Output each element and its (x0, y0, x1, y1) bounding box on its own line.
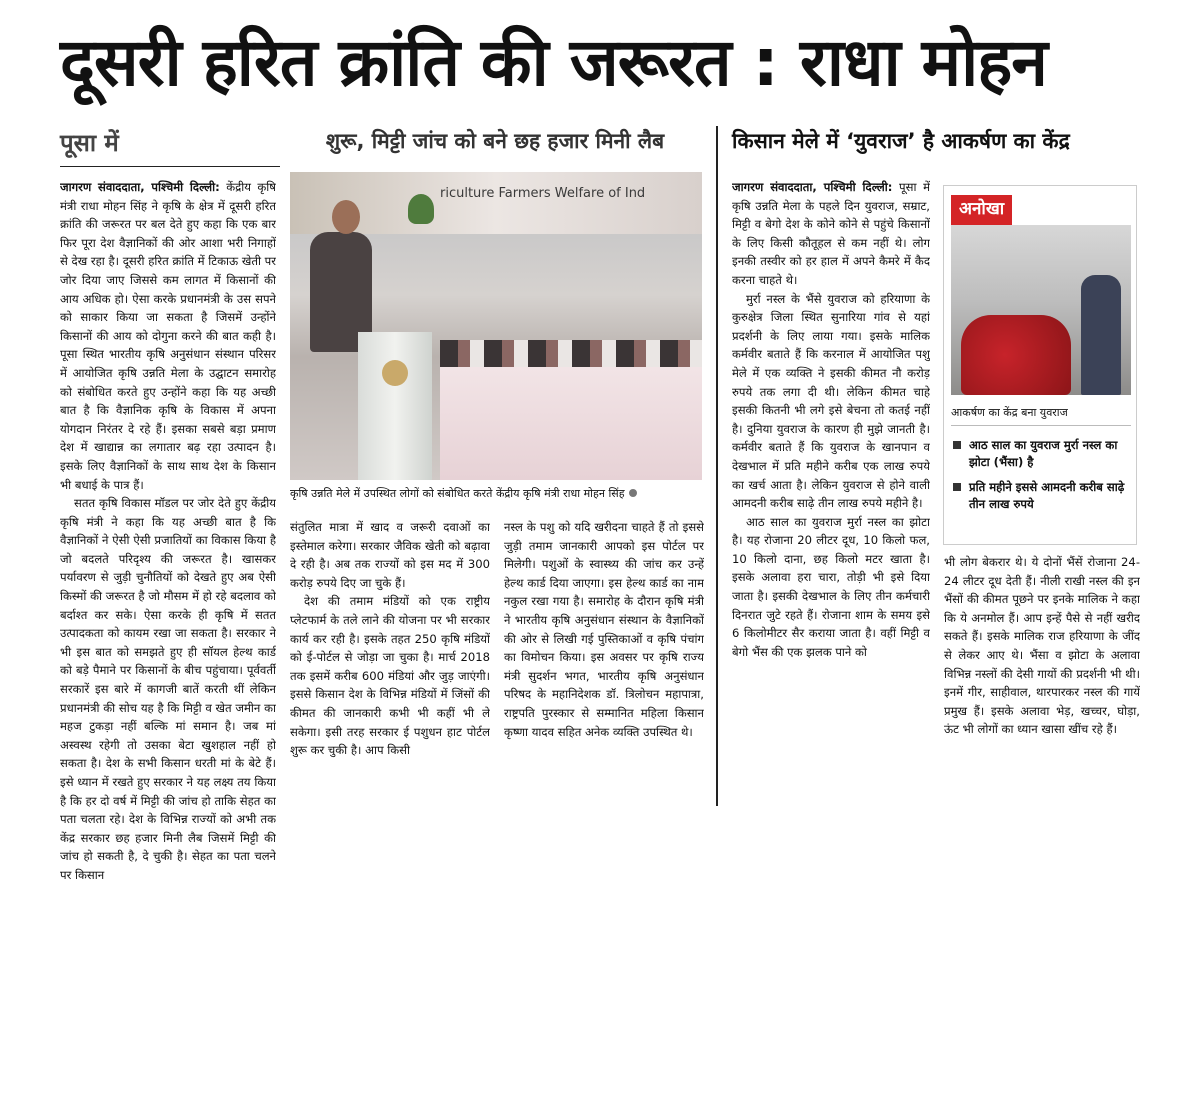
left-paragraph-1: केंद्रीय कृषि मंत्री राधा मोहन सिंह ने कृषि के क्षेत्र में दूसरी हरित क्रांति की जरूरत पर बल देते हुए कहा कि एक बार फिर पूरा देश वैज्ञानिकों की ओर आशा भरी निगाहों से देख रहा है। दूसरी हरित क्रांति में टिकाऊ खेती पर जोर दिया जाए जिससे कम लागत में किसानों की आय अधिक हो। ऐसा करके प्रधानमंत्री के उस सपने को साकार किया जा सकता है जिसमें उन्होंने किसानों की आय को दोगुना करने की बात कही है। पूसा स्थित भारतीय कृषि अनुसंधान संस्थान परिसर में आयोजित कृषि उन्नति मेला के उद्घाटन समारोह को संबोधित करते हुए उन्होंने कहा कि यह अच्छी बात है कि वैज्ञानिक कृषि के विकास में अपना योगदान निरंतर दे रहे हैं। इसका सबसे बड़ा प्रमाण देश में खाद्यान्न का लगातार बढ़ रहा उत्पादन है। इसके लिए वैज्ञानिकों के साथ साथ देश के किसान भी बधाई के पात्र हैं। (60, 180, 276, 492)
right-paragraph-3: आठ साल का युवराज मुर्रा नस्ल का झोटा है। यह रोजाना 20 लीटर दूध, 10 किलो फल, 10 किलो दाना, छह किलो मटर खाता है। इसके अलावा हरा चारा, तोड़ी भी इसे दिया जाता है। इसकी देखभाल के लिए तीन कर्मचारी दिनरात जुटे रहते हैं। रोजाना शाम के समय इसे 6 किलोमीटर सैर कराया जाता है। वहीं मिट्टी व बेगो भैंस की एक झलक पाने को (732, 514, 930, 659)
right-paragraph-4: भी लोग बेकरार थे। ये दोनों भैंसें रोजाना 24-24 लीटर दूध देती हैं। नीली राखी नस्ल की इन भैंसों की कीमत पूछने पर इनके मालिक ने कहा कि ये अनमोल हैं। आप इन्हें पैसे से नहीं खरीद सकते हैं। इसके मालिक राज हरियाणा के जींद से लेकर आए थे। भैंसा व झोटा के अलावा विभिन्न नस्लों की देसी गायों की प्रदर्शनी भी थी। इनमें गीर, साहीवाल, थारपारकर नस्ल की गायें प्रमुख हैं। इसके अलावा भेड़, खच्चर, घोड़ा, ऊंट भी लोगों का ध्यान खासा खींच रहे हैं। (944, 555, 1140, 737)
dignitaries-row (440, 340, 702, 370)
mid-b-paragraph-1: नस्ल के पशु को यदि खरीदना चाहते हैं तो इससे जुड़ी तमाम जानकारी आपको इस पोर्टल पर मिलेगी। पशुओं के स्वास्थ्य की जांच कर उन्हें हेल्थ कार्ड दिया जाएगा। इस हेल्थ कार्ड का नाम नकुल रखा गया है। समारोह के दौरान कृषि मंत्री ने भारतीय कृषि अनुसंधान संस्थान के वैज्ञानिकों की ओर से लिखी गई पुस्तिकाओं व कृषि पंचांग का विमोचन किया। इस अवसर पर कृषि राज्य मंत्री सुदर्शन भगत, भारतीय कृषि अनुसंधान परिषद के महानिदेशक डॉ. त्रिलोचन महापात्रा, राष्ट्रपति पुरस्कार से सम्मानित महिला किसान कृष्णा यादव सहित अनेक व्यक्ति उपस्थित थे। (504, 520, 704, 739)
middle-column-b (504, 518, 704, 798)
mid-a-paragraph-1: संतुलित मात्रा में खाद व जरूरी दवाओं का इस्तेमाल करेगा। सरकार जैविक खेती को बढ़ावा दे रही है। अब तक राज्यों को इस मद में 300 करोड़ रुपये दिए जा चुके हैं। (290, 520, 490, 590)
rule (60, 166, 280, 167)
mid-a-paragraph-2: देश की तमाम मंडियों को एक राष्ट्रीय प्लेटफार्म के तले लाने की योजना पर भी सरकार कार्य कर रही है। इसके तहत 250 कृषि मंडियों को ई-पोर्टल से जोड़ा जा चुका है। मार्च 2018 तक इसमें करीब 600 मंडियां और जुड़ जाएंगी। इससे किसान देश के विभिन्न मंडियों में जिंसों की कीमत की जानकारी कभी भी कहीं भी ले सकेगा। इसी तरह सरकार ई पशुधन हाट पोर्टल शुरू कर चुकी है। आप किसी (290, 594, 490, 758)
right-article-continued (944, 553, 1140, 803)
sidebar-bullets (951, 437, 1131, 521)
sidebar-bullet: प्रति महीने इससे आमदनी करीब साढ़े तीन लाख रुपये (951, 479, 1131, 513)
left-dateline: जागरण संवाददाता, पश्चिमी दिल्ली: (60, 180, 220, 194)
photo-caption (290, 486, 702, 501)
place-label: पूसा में (60, 129, 119, 157)
anokha-sidebar (943, 185, 1137, 545)
right-paragraph-2: मुर्रा नस्ल के भैंसे युवराज को हरियाणा के कुरुक्षेत्र जिला स्थित सुनारिया गांव से यहां प्रदर्शनी के लिए लाया गया। इसके मालिक कर्मवीर बताते हैं कि करनाल में आयोजित पशु मेले में एक व्यक्ति ने इसकी कीमत नौ करोड़ रुपये तक लगा दी थी। लेकिन कीमत चाहे इसकी कितनी भी लगे इसे बेचना तो कतई नहीं है। दुनिया युवराज के कारण ही मुझे जानती है। कर्मवीर बताते हैं कि युवराज के खानपान व देखभाल में प्रति महीने करीब एक लाख रुपये का खर्च आता है। लेकिन युवराज से होने वाली आमदनी करीब साढ़े तीन लाख रुपये महीने है। (732, 291, 930, 511)
event-photo (290, 172, 702, 480)
right-paragraph-1: पूसा में कृषि उन्नति मेला के पहले दिन युवराज, सम्राट, मिट्टी व बेगो देश के कोने कोने से पहुंचे किसानों के लिए किसी कौतूहल से कम नहीं थे। लोग इनकी तस्वीर को हर हाल में अपने कैमरे में कैद करना चाहते थे। (732, 180, 930, 287)
middle-column-a (290, 518, 490, 798)
right-dateline: जागरण संवाददाता, पश्चिमी दिल्ली: (732, 180, 893, 194)
left-paragraph-2: सतत कृषि विकास मॉडल पर जोर देते हुए केंद्रीय कृषि मंत्री ने कहा कि यह अच्छी बात है कि वैज्ञानिकों ने ऐसी ऐसी प्रजातियों का विकास किया है जो बदलते परिदृश्य की जरूरत है। खासकर पर्यावरण से जुड़ी चुनौतियों को देखते हुए अब ऐसी किस्मों की जरूरत है जो मौसम में हो रहे बदलाव को बर्दाश्त कर सके। ऐसा करके ही कृषि में सतत उत्पादकता को कायम रखा जा सकता है। सरकार ने भी इस बात को समझते हुए ही सॉयल हेल्थ कार्ड को बड़े पैमाने पर किसानों के बीच पहुंचाया। पूर्ववर्ती सरकारें इस बारे में कागजी बातें करती थीं लेकिन प्रधानमंत्री की सोच यह है कि मिट्टी व खेत जमीन का महज टुकड़ा नहीं बल्कि मां समान है। जब मां अस्वस्थ रहेगी तो उसका बेटा खुशहाल नहीं हो सकता है। देश के सभी किसान धरती मां के बेटे हैं। इसे ध्यान में रखते हुए सरकार ने यह लक्ष्य तय किया है कि हर दो वर्ष में मिट्टी की जांच हो ताकि सेहत का पता चलता रहे। देश के विभिन्न राज्यों को अभी तक केंद्र सरकार छह हजार मिनी लैब जिसमें मिट्टी की जांच हो सकती है, दे चुकी है। सेहत का पता चलने पर किसान (60, 496, 276, 882)
owner-figure (1081, 275, 1121, 395)
speaker-head (332, 200, 360, 234)
photo-logo (408, 194, 434, 224)
photo-caption-text: कृषि उन्नति मेले में उपस्थित लोगों को संबोधित करते केंद्रीय कृषि मंत्री राधा मोहन सिंह (290, 487, 625, 500)
stage-table (440, 367, 702, 480)
podium (358, 332, 432, 480)
sidebar-caption: आकर्षण का केंद्र बना युवराज (951, 406, 1068, 419)
sidebar-photo (951, 225, 1131, 395)
subheadline-right: किसान मेले में ‘युवराज’ है आकर्षण का केंद्र (732, 129, 1070, 153)
left-article (60, 178, 276, 1098)
buffalo-figure (961, 315, 1071, 395)
sidebar-tag: अनोखा (951, 195, 1012, 225)
sidebar-rule (951, 425, 1131, 426)
caption-dot (629, 489, 637, 497)
right-article (732, 178, 930, 828)
subheadline-center: शुरू, मिट्टी जांच को बने छह हजार मिनी लैब (325, 129, 665, 153)
podium-emblem (382, 360, 408, 386)
column-divider (716, 126, 718, 806)
banner-text: riculture Farmers Welfare of Ind (440, 186, 646, 201)
page-headline: दूसरी हरित क्रांति की जरूरत : राधा मोहन (60, 24, 1047, 101)
sidebar-bullet: आठ साल का युवराज मुर्रा नस्ल का झोटा (भैंसा) है (951, 437, 1131, 471)
